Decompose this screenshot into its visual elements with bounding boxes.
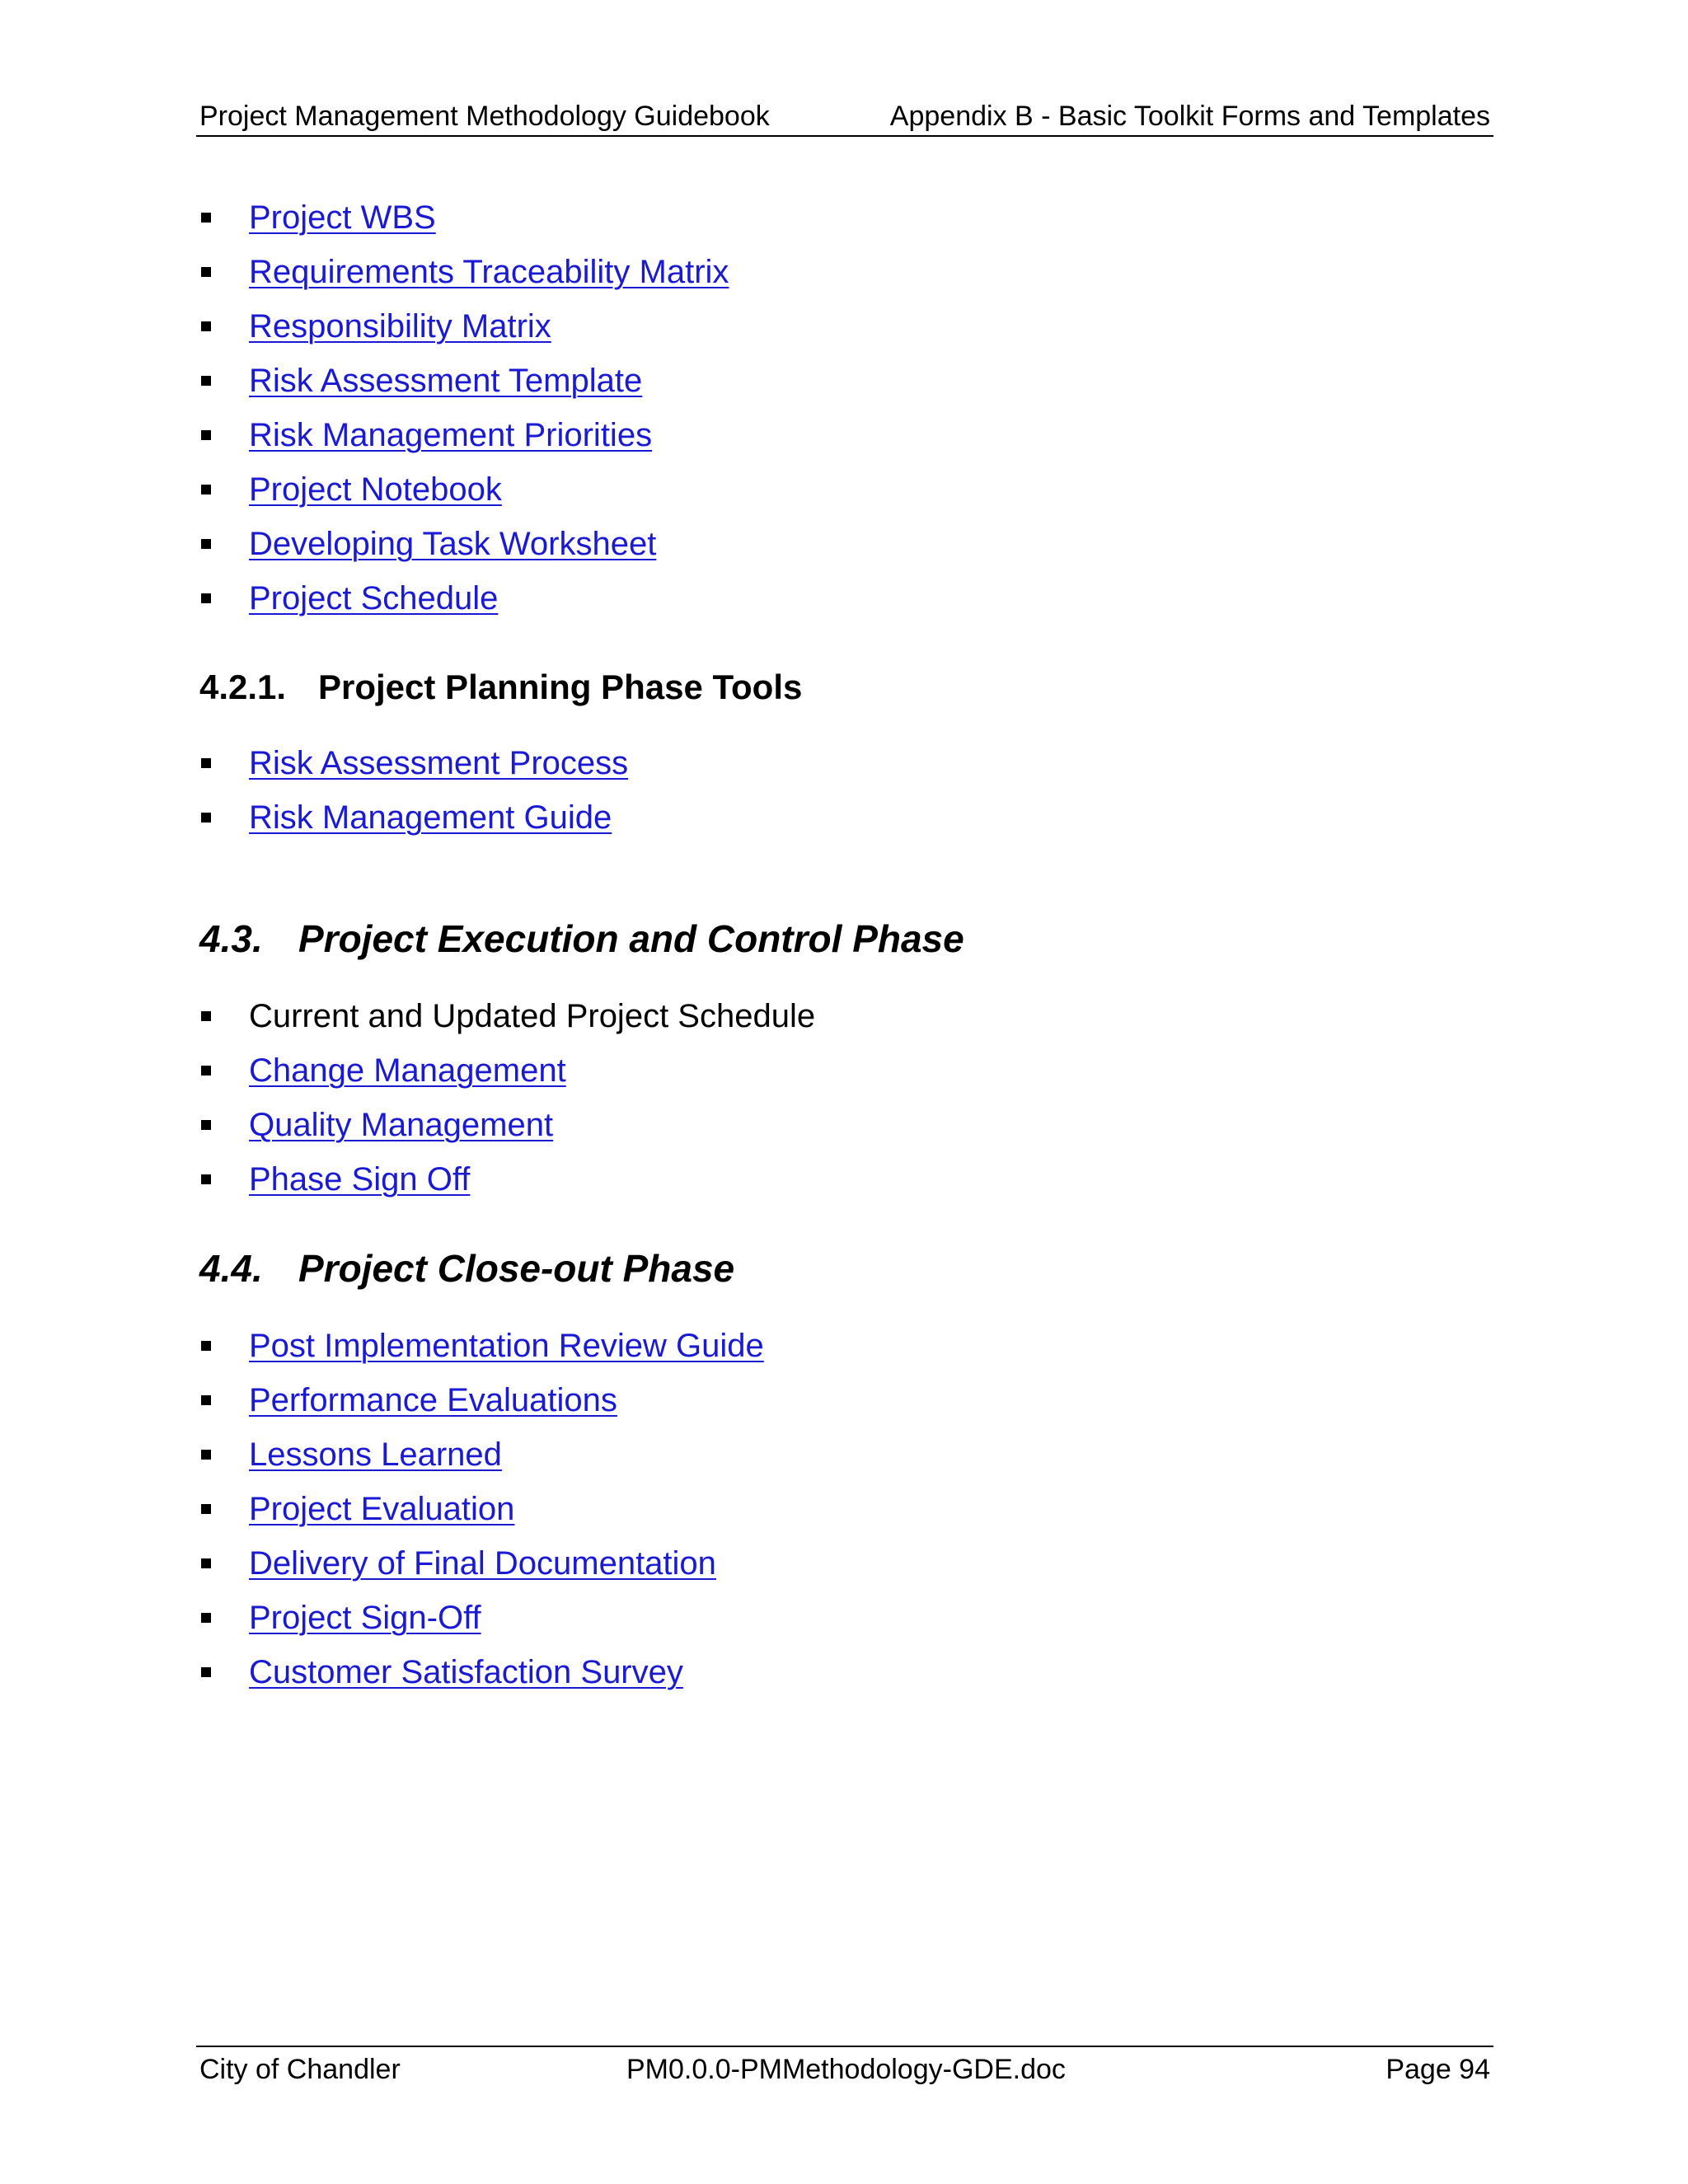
square-bullet-icon [201, 1011, 211, 1021]
link-risk-management-guide[interactable]: Risk Management Guide [249, 799, 612, 836]
page-header [196, 97, 1493, 137]
link-phase-sign-off[interactable]: Phase Sign Off [249, 1161, 471, 1197]
link-delivery-of-final-documentation[interactable]: Delivery of Final Documentation [249, 1545, 716, 1582]
square-bullet-icon [201, 1613, 211, 1623]
square-bullet-icon [201, 1174, 211, 1184]
section-heading-4-3 [199, 916, 964, 961]
square-bullet-icon [201, 1341, 211, 1351]
square-bullet-icon [201, 593, 211, 603]
link-risk-management-priorities[interactable]: Risk Management Priorities [249, 417, 653, 453]
section-number: 4.2.1. [199, 668, 287, 706]
link-change-management[interactable]: Change Management [249, 1052, 566, 1089]
section-heading-4-2-1 [199, 668, 803, 707]
page-footer [196, 2046, 1493, 2088]
section-title: Project Planning Phase Tools [318, 668, 803, 706]
square-bullet-icon [201, 813, 211, 823]
link-project-schedule[interactable]: Project Schedule [249, 580, 499, 616]
link-lessons-learned[interactable]: Lessons Learned [249, 1436, 502, 1473]
square-bullet-icon [201, 430, 211, 440]
square-bullet-icon [201, 1558, 211, 1568]
item-current-updated-schedule: Current and Updated Project Schedule [249, 998, 816, 1034]
square-bullet-icon [201, 321, 211, 331]
square-bullet-icon [201, 758, 211, 768]
link-project-sign-off[interactable]: Project Sign-Off [249, 1600, 481, 1636]
link-performance-evaluations[interactable]: Performance Evaluations [249, 1382, 617, 1418]
link-customer-satisfaction-survey[interactable]: Customer Satisfaction Survey [249, 1654, 683, 1690]
section-heading-4-4 [199, 1246, 735, 1291]
section-number: 4.3. [199, 917, 263, 960]
link-post-implementation-review-guide[interactable]: Post Implementation Review Guide [249, 1328, 764, 1364]
footer-filename: PM0.0.0-PMMethodology-GDE.doc [626, 2054, 1066, 2085]
section-title: Project Execution and Control Phase [298, 917, 964, 960]
link-risk-assessment-process[interactable]: Risk Assessment Process [249, 745, 629, 781]
square-bullet-icon [201, 539, 211, 549]
square-bullet-icon [201, 1120, 211, 1130]
link-project-wbs[interactable]: Project WBS [249, 199, 436, 236]
footer-page-number: Page 94 [1386, 2054, 1490, 2085]
square-bullet-icon [201, 1450, 211, 1460]
link-project-notebook[interactable]: Project Notebook [249, 471, 502, 508]
footer-organization: City of Chandler [199, 2054, 401, 2085]
square-bullet-icon [201, 1395, 211, 1405]
link-developing-task-worksheet[interactable]: Developing Task Worksheet [249, 526, 657, 562]
square-bullet-icon [201, 267, 211, 277]
square-bullet-icon [201, 213, 211, 223]
link-requirements-traceability-matrix[interactable]: Requirements Traceability Matrix [249, 254, 729, 290]
link-responsibility-matrix[interactable]: Responsibility Matrix [249, 308, 551, 344]
link-risk-assessment-template[interactable]: Risk Assessment Template [249, 363, 643, 399]
link-project-evaluation[interactable]: Project Evaluation [249, 1491, 515, 1527]
square-bullet-icon [201, 1667, 211, 1677]
square-bullet-icon [201, 485, 211, 494]
section-title: Project Close-out Phase [298, 1247, 735, 1290]
square-bullet-icon [201, 1504, 211, 1514]
square-bullet-icon [201, 376, 211, 386]
link-quality-management[interactable]: Quality Management [249, 1107, 554, 1143]
section-number: 4.4. [199, 1247, 263, 1290]
header-document-title: Project Management Methodology Guidebook [199, 101, 770, 132]
square-bullet-icon [201, 1066, 211, 1076]
header-appendix-title: Appendix B - Basic Toolkit Forms and Templates [889, 101, 1490, 132]
